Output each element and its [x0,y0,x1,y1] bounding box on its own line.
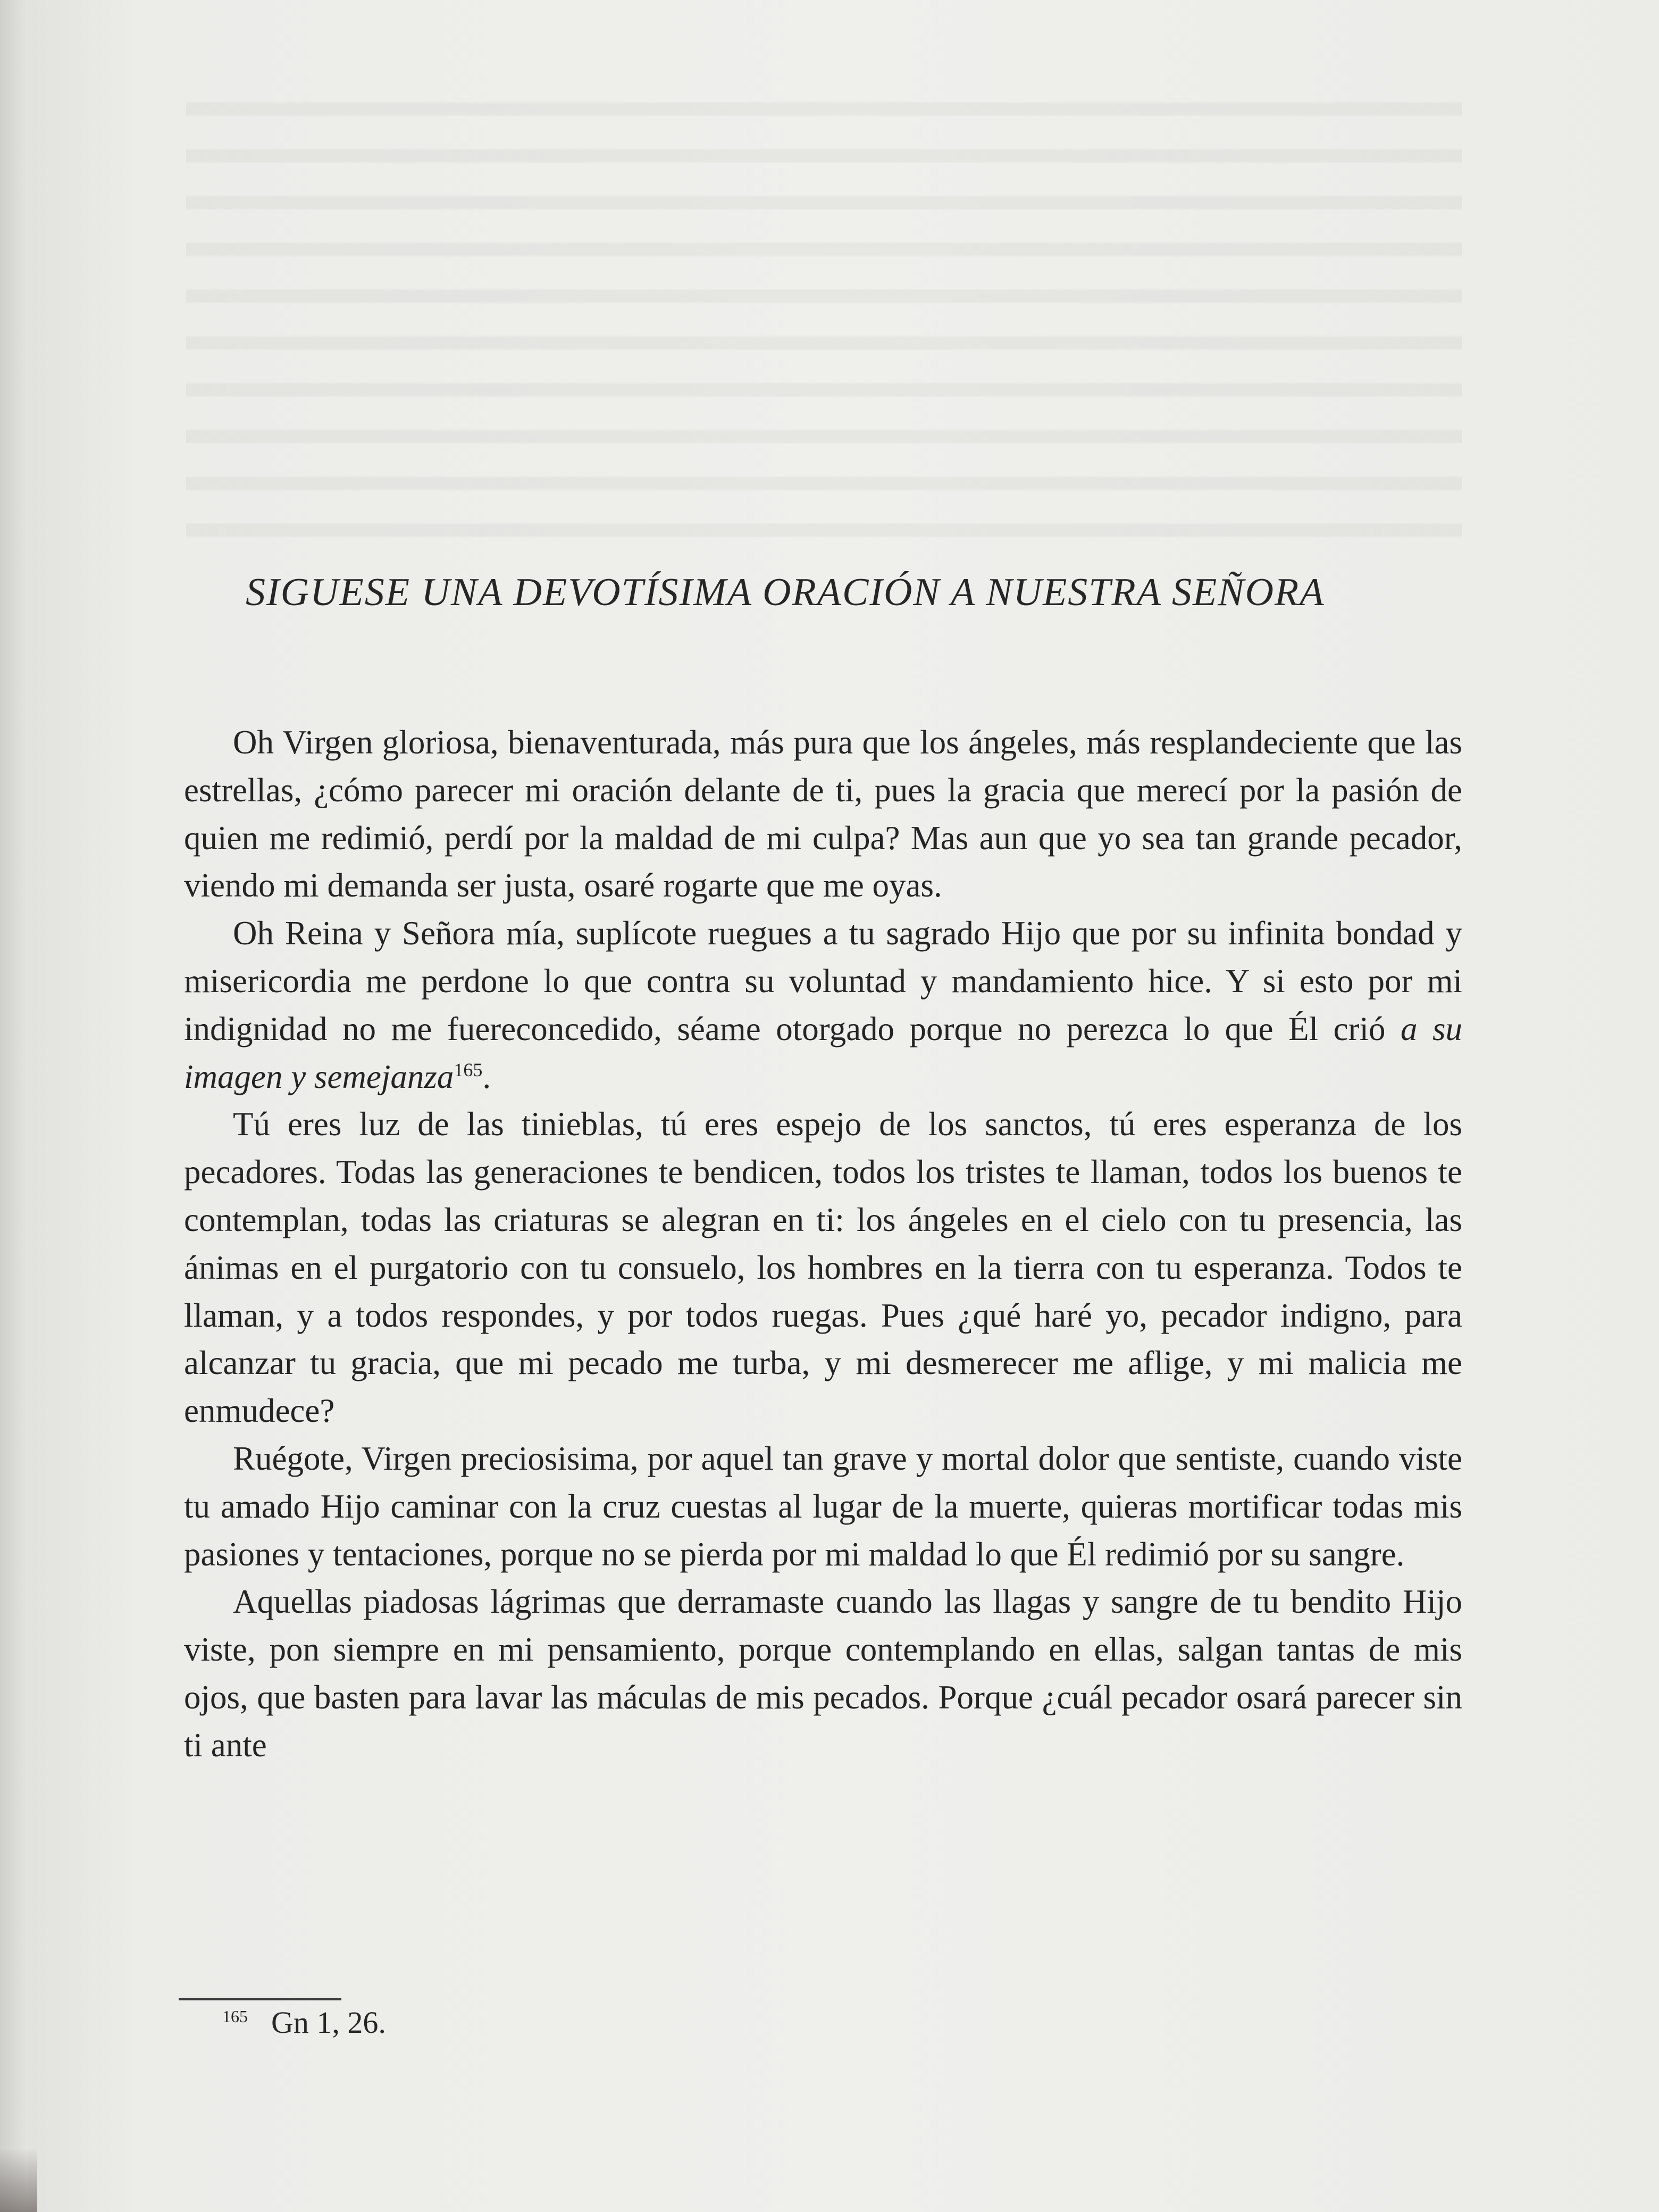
paragraph-3: Tú eres luz de las tinieblas, tú eres espejo de los sanctos, tú eres esperanza de los pecadores. Todas las generaciones te bendicen, todos los tristes te llaman, todos los buenos te contemplan, todas las criaturas se alegran en ti: los ángeles en el cielo con tu presencia, las ánimas en el purgatorio con tu consuelo, los hombres en la tierra con tu esperanza. Todos te llaman, y a todos respondes, y por todos ruegas. Pues ¿qué haré yo, pecador indigno, para alcanzar tu gracia, que mi pecado me turba, y mi desmerecer me aflige, y mi malicia me enmudece? [184,1105,1462,1430]
footnote-reference: 165 [454,1059,483,1080]
paragraph-2-italic-quote: a su imagen y semejanza [184,1010,1462,1095]
binding-edge [0,0,28,2212]
footnote-number: 165 [222,2006,248,2026]
paragraph-2 [184,910,1462,1101]
footnote-rule [179,1998,341,2000]
bleed-through-text [186,74,1462,553]
paragraph-1: Oh Virgen gloriosa, bienaventurada, más pura que los ángeles, más resplandeciente que las estrellas, ¿cómo parecer mi oración delante de ti, pues la gracia que merecí por la pasión de quien me redimió, perdí por la maldad de mi culpa? Mas aun que yo sea tan grande pecador, viendo mi demanda ser justa, osaré rogarte que me oyas. [184,724,1462,904]
paragraph-4: Ruégote, Virgen preciosisima, por aquel tan grave y mortal dolor que sentiste, cuando viste tu amado Hijo caminar con la cruz cuestas al lugar de la muerte, quieras mortificar todas mis pasiones y tentaciones, porque no se pierda por mi maldad lo que Él redimió por su sangre. [184,1439,1462,1573]
paragraph-5: Aquellas piadosas lágrimas que derramaste cuando las llagas y sangre de tu bendito Hijo viste, pon siempre en mi pensamiento, porque contemplando en ellas, salgan tantas de mis ojos, que basten para lavar las máculas de mis pecados. Porque ¿cuál pecador osará parecer sin ti ante [184,1583,1462,1764]
paragraph-2-end: . [482,1058,491,1095]
footnote-text: Gn 1, 26. [271,2005,386,2040]
footnote [222,2005,386,2040]
paragraph-2-text: Oh Reina y Señora mía, suplícote ruegues a tu sagrado Hijo que por su infinita bondad y misericordia me perdone lo que contra su voluntad y mandamiento hice. Y si esto por mi indignidad no me fuereconcedido, séame otorgado porque no perezca lo que Él crió [184,915,1462,1048]
prayer-body [184,719,1462,1770]
prayer-title: SIGUESE UNA DEVOTÍSIMA ORACIÓN A NUESTRA SEÑORA [246,571,1325,614]
page-corner-shadow [0,2148,37,2212]
